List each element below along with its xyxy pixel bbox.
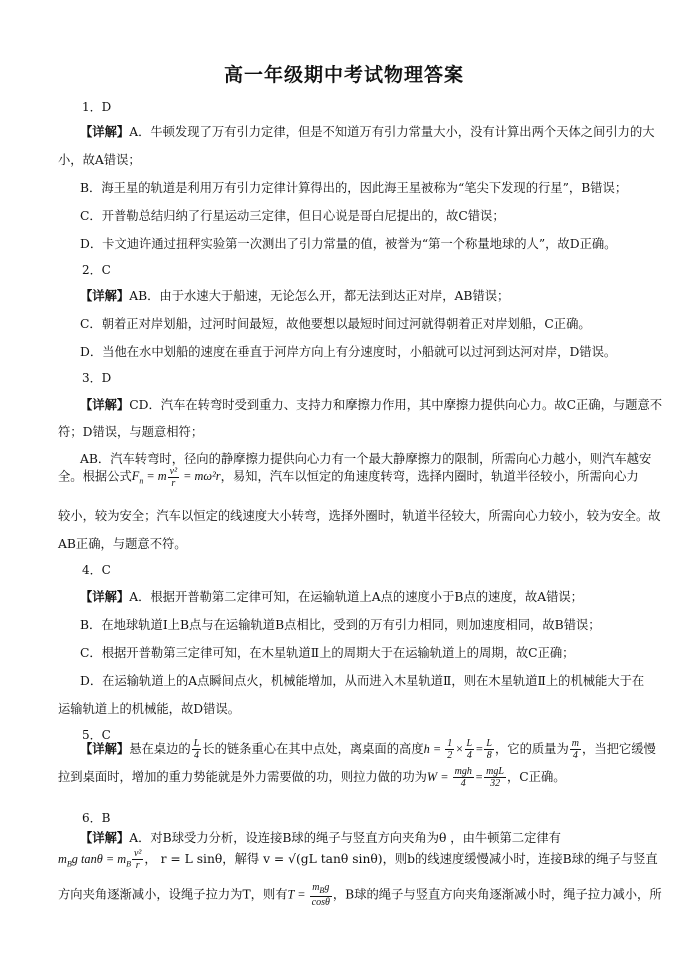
answer-6-text-2c: ， r = L sinθ，解得 v = √(gL tanθ sinθ)，则b的线速度缓慢减小时，连接B球的绳子与竖直 bbox=[144, 852, 658, 866]
answer-3-line-6: AB正确，与题意不符。 bbox=[58, 537, 187, 551]
answer-4-line-1 bbox=[80, 589, 654, 605]
detail-tag: 【详解】 bbox=[80, 288, 130, 303]
answer-1-line-3: B．海王星的轨道是利用万有引力定律计算得出的，因此海王星被称为“笔尖下发现的行星”，B错误； bbox=[80, 181, 628, 195]
fraction-m-4 bbox=[570, 738, 581, 761]
answer-1-line-2: 小，故A错误； bbox=[58, 153, 141, 167]
fraction-numerator: v² bbox=[169, 466, 178, 477]
answer-3-text-4c: ，易知，汽车以恒定的角速度转弯，选择内圈时，轨道半径较小，所需向心力 bbox=[220, 469, 639, 484]
fraction-numerator: $m_Bg$ bbox=[310, 882, 332, 897]
fraction-1-2: $\frac{1}{2}$ bbox=[447, 738, 453, 761]
fraction-denominator: r bbox=[171, 478, 176, 489]
page-title: 高一年级期中考试物理答案 bbox=[223, 64, 464, 86]
fraction-denominator: cosθ bbox=[311, 897, 330, 908]
answer-4-text-1: A．根据开普勒第二定律可知，在运输轨道上A点的速度小于B点的速度，故A错误； bbox=[129, 590, 583, 604]
answer-2-line-3: D．当他在水中划船的速度在垂直于河岸方向上有分速度时，小船就可以过河到达河对岸，D错误。 bbox=[80, 345, 617, 359]
fraction-l-4-b: $\frac{L}{4}$ bbox=[466, 738, 473, 761]
subscript-b: B bbox=[66, 859, 72, 869]
answer-1-number: 1．D bbox=[82, 100, 112, 114]
answer-2-text-1: AB．由于水速大于船速，无论怎么开，都无法到达正对岸，AB错误； bbox=[129, 289, 510, 303]
formula-eq-m: = m bbox=[143, 469, 167, 484]
answer-3-line-5: 较小，较为安全；汽车以恒定的线速度大小转弯，选择外圈时，轨道半径较大，所需向心力较小，较为安全。故 bbox=[58, 509, 661, 523]
answer-2-number: 2．C bbox=[82, 263, 111, 277]
fraction-denominator: r bbox=[135, 860, 140, 871]
answer-4-line-3: C．根据开普勒第三定律可知，在木星轨道Ⅱ上的周期大于在运输轨道上的周期，故C正确； bbox=[80, 646, 575, 660]
fraction-mgl-32 bbox=[484, 766, 506, 789]
formula-m: m bbox=[58, 852, 67, 866]
answer-6-line-1 bbox=[80, 830, 654, 846]
answer-5-text-1b: 长的链条重心在其中点处，离桌面的高度 bbox=[202, 742, 424, 756]
answer-4-line-5: 运输轨道上的机械能，故D错误。 bbox=[58, 702, 241, 716]
detail-tag: 【详解】 bbox=[80, 830, 130, 845]
answer-6-text-3b: ，B球的绳子与竖直方向夹角逐渐减小时，绳子拉力减小，所 bbox=[332, 887, 662, 902]
answer-6-line-3 bbox=[58, 882, 662, 908]
answer-4-line-2: B．在地球轨道Ⅰ上B点与在运输轨道B点相比，受到的万有引力相同，则加速度相同，故B错误； bbox=[80, 618, 601, 632]
formula-times: × bbox=[455, 742, 464, 756]
answer-6-text-1: A．对B球受力分析，设连接B球的绳子与竖直方向夹角为θ ，由牛顿第二定律有 bbox=[129, 831, 561, 845]
fraction-v2-r bbox=[168, 466, 179, 489]
answer-2-line-2: C．朝着正对岸划船，过河时间最短，故他要想以最短时间过河就得朝着正对岸划船，C正确。 bbox=[80, 317, 591, 331]
detail-tag: 【详解】 bbox=[80, 124, 130, 139]
fraction-numerator: mgh bbox=[454, 766, 472, 777]
fraction-numerator: mgL bbox=[486, 766, 504, 777]
answer-3-line-1 bbox=[80, 397, 663, 413]
answer-5-line-2 bbox=[58, 766, 654, 789]
answer-3-line-3: AB．汽车转弯时，径向的静摩擦力提供向心力有一个最大静摩擦力的限制，所需向心力越小，则汽车越安 bbox=[80, 452, 652, 466]
formula-equals: = bbox=[475, 742, 484, 756]
fraction-v2-r-2 bbox=[132, 848, 143, 871]
detail-tag: 【详解】 bbox=[80, 589, 130, 604]
answer-3-number: 3．D bbox=[82, 371, 112, 385]
formula-h: h = bbox=[423, 742, 445, 756]
answer-3-text-1: CD．汽车在转弯时受到重力、支持力和摩擦力作用，其中摩擦力提供向心力。故C正确，与题意不 bbox=[129, 398, 663, 412]
detail-tag: 【详解】 bbox=[80, 397, 130, 412]
answer-1-text-1: A．牛顿发现了万有引力定律，但是不知道万有引力常量大小，没有计算出两个天体之间引力的大 bbox=[129, 125, 655, 139]
answer-1-line-4: C．开普勒总结归纳了行星运动三定律，但日心说是哥白尼提出的，故C错误； bbox=[80, 209, 505, 223]
fraction-denominator: 32 bbox=[490, 778, 501, 789]
fraction-mg-cos bbox=[310, 882, 332, 908]
subscript-b-2: B bbox=[126, 859, 131, 869]
answer-5-text-2a: 拉到桌面时，增加的重力势能就是外力需要做的功，则拉力做的功为 bbox=[58, 770, 427, 784]
fraction-denominator: 4 bbox=[572, 750, 578, 761]
detail-tag: 【详解】 bbox=[80, 741, 130, 756]
formula-t: T = bbox=[287, 887, 309, 902]
answer-1-line-5: D．卡文迪许通过扭秤实验第一次测出了引力常量的值，被誉为“第一个称量地球的人”，故D正确。 bbox=[80, 237, 617, 251]
fraction-numerator: v² bbox=[133, 848, 142, 859]
formula-w: W = bbox=[426, 770, 452, 784]
answer-3-line-4 bbox=[58, 466, 654, 490]
formula-f-subscript: n bbox=[139, 476, 144, 486]
answer-5-text-1a: 悬在桌边的 bbox=[129, 742, 191, 756]
formula-force bbox=[131, 466, 221, 489]
formula-equals: = bbox=[474, 770, 484, 784]
formula-f: F bbox=[131, 469, 140, 484]
answer-5-text-2b: ，C正确。 bbox=[506, 770, 566, 784]
fraction-numerator: L bbox=[193, 738, 200, 749]
fraction-numerator: m bbox=[571, 738, 580, 749]
answer-6-line-2 bbox=[58, 848, 658, 872]
answer-5-text-1d: ，当把它缓慢 bbox=[582, 742, 656, 756]
answer-1-line-1 bbox=[80, 124, 654, 140]
fraction-l-8: $\frac{L}{8}$ bbox=[486, 738, 492, 761]
answer-5-number: 5．C bbox=[82, 728, 111, 742]
answer-6-number: 6．B bbox=[82, 811, 111, 825]
answer-5-text-1c: ，它的质量为 bbox=[494, 742, 569, 756]
answer-3-text-4a: 全。根据公式 bbox=[58, 469, 132, 484]
answer-2-line-1 bbox=[80, 288, 654, 304]
answer-3-line-2: 符；D错误，与题意相符； bbox=[58, 425, 204, 439]
fraction-mgh-4 bbox=[453, 766, 474, 789]
answer-6-text-3a: 方向夹角逐渐减小，设绳子拉力为T，则有 bbox=[58, 887, 288, 902]
formula-omega: = mω²r bbox=[180, 469, 221, 484]
fraction-denominator: 4 bbox=[460, 778, 466, 789]
formula-g-tan: g tanθ = m bbox=[71, 852, 127, 866]
answer-4-line-4: D．在运输轨道上的A点瞬间点火，机械能增加，从而进入木星轨道Ⅱ，则在木星轨道Ⅱ上的机械能大于在 bbox=[80, 674, 645, 688]
fraction-denominator: 4 bbox=[193, 750, 199, 761]
fraction-l-4 bbox=[192, 738, 202, 761]
answer-4-number: 4．C bbox=[82, 563, 111, 577]
answer-5-line-1 bbox=[80, 738, 654, 761]
